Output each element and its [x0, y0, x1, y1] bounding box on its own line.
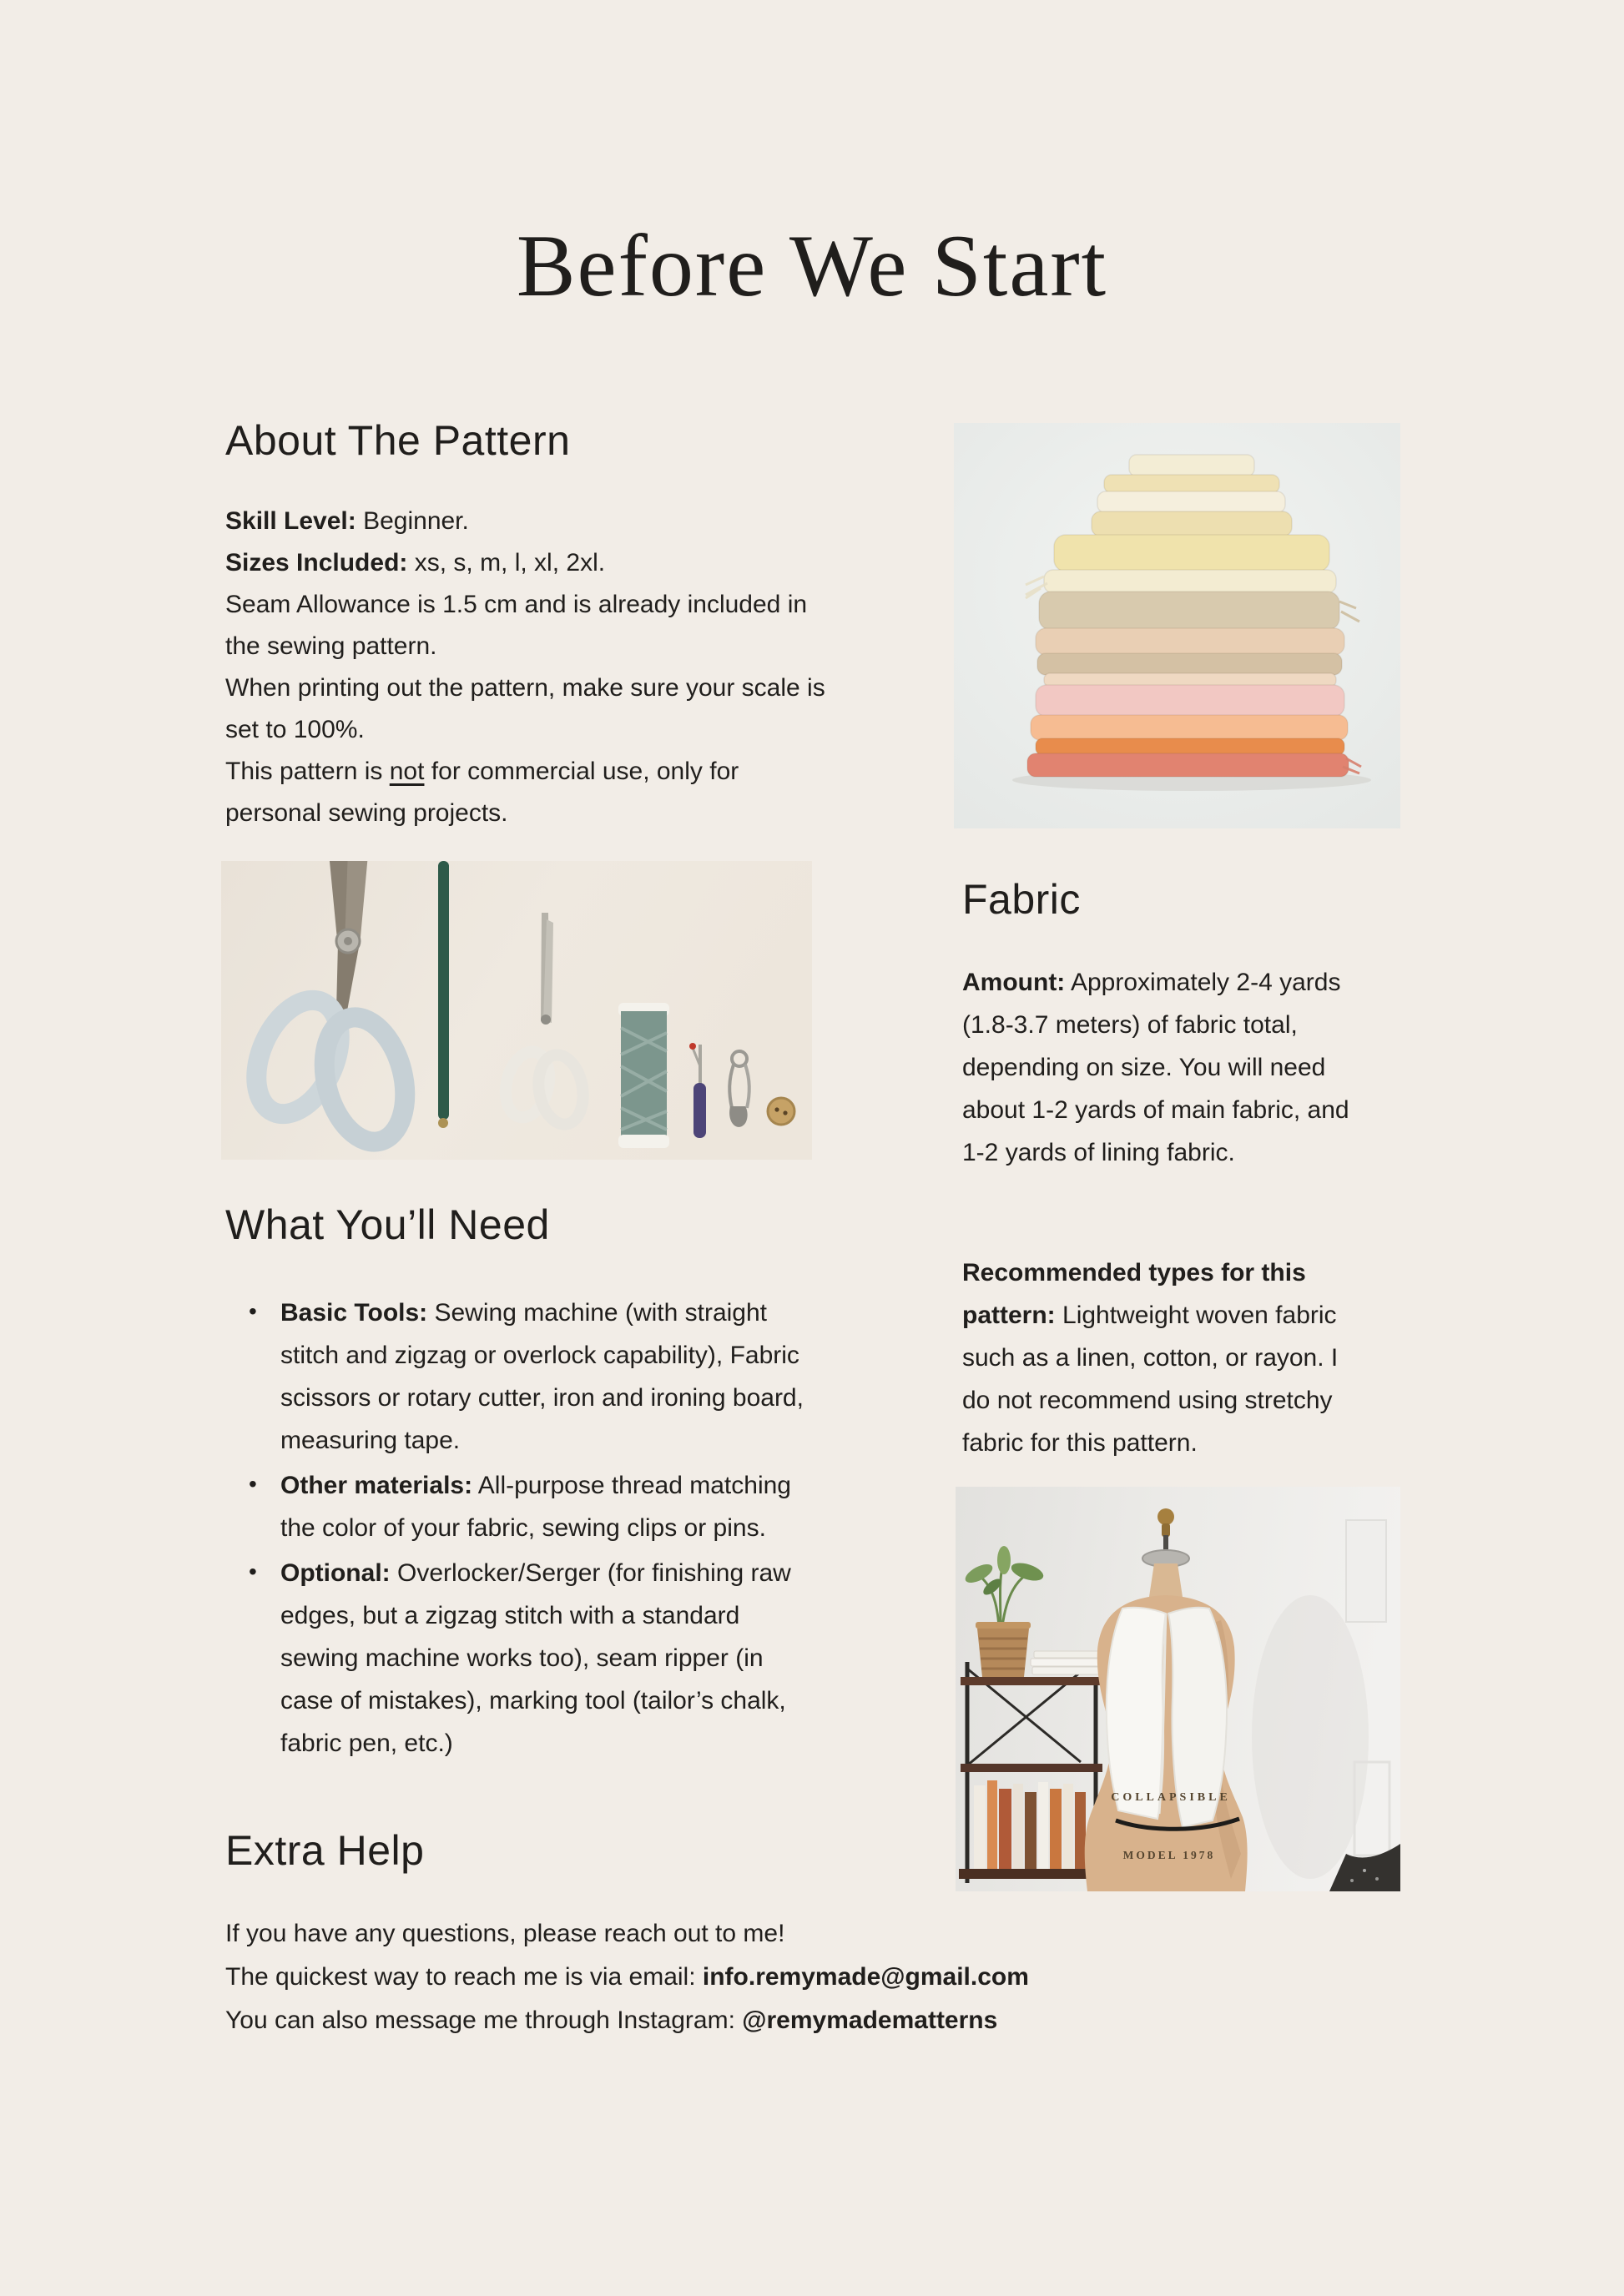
- optional-label: Optional:: [280, 1559, 391, 1587]
- need-list: [225, 1292, 809, 1767]
- amount-label: Amount:: [962, 969, 1066, 996]
- basic-tools-label: Basic Tools:: [280, 1299, 428, 1327]
- printing-scale-text: When printing out the pattern, make sure your scale is set to 100%.: [225, 674, 825, 743]
- skill-level-line: [225, 501, 826, 542]
- page-title: Before We Start: [516, 217, 1108, 315]
- help-instagram-line: You can also message me through Instagram: @remymadematterns: [225, 2006, 998, 2034]
- help-email-line: The quickest way to reach me is via email: info.remymade@gmail.com: [225, 1963, 1029, 1991]
- wall-shadow: [1252, 1595, 1369, 1879]
- about-section-body: [225, 501, 826, 834]
- list-item-other-materials: • Other materials: All-purpose thread matching the color of your fabric, sewing clips or pins.: [225, 1464, 809, 1549]
- dress-form-photo: [956, 1487, 1400, 1891]
- list-item-basic-tools: • Basic Tools: Sewing machine (with straight stitch and zigzag or overlock capability), Fabric scissors or rotary cutter, iron and ironing board, measuring tape.: [225, 1292, 809, 1462]
- skill-level-label: Skill Level:: [225, 507, 356, 535]
- fabric-stack-photo: [954, 423, 1400, 828]
- brass-finial: [1157, 1508, 1174, 1525]
- thread-spool-icon: [618, 1003, 669, 1148]
- dress-form-illustration: [956, 1487, 1400, 1891]
- commercial-use-text: This pattern is not for commercial use, only for personal sewing projects.: [225, 758, 739, 827]
- need-section-heading: What You’ll Need: [225, 1201, 550, 1248]
- sewing-tools-photo: [221, 861, 812, 1160]
- extra-help-body: [225, 1912, 1310, 2042]
- list-item-optional: • Optional: Overlocker/Serger (for finishing raw edges, but a zigzag stitch with a standard sewing machine works too), seam ripper (in case of mistakes), marking tool (tailor’s chalk, fabric pen, etc.): [225, 1552, 809, 1765]
- recommended-types-label: Recommended types for this pattern:: [962, 1259, 1306, 1329]
- email-address: info.remymade@gmail.com: [702, 1963, 1029, 1991]
- extra-help-heading: Extra Help: [225, 1827, 425, 1874]
- fabric-amount-text: Amount: Approximately 2-4 yards (1.8-3.7 meters) of fabric total, depending on size. You will need about 1-2 yards of main fabric, and 1-2 yards of lining fabric.: [962, 969, 1349, 1166]
- shelf-board-top: [961, 1677, 1102, 1685]
- stencil-text-collapsible: COLLAPSIBLE: [1111, 1791, 1231, 1804]
- instagram-handle: @remymadematterns: [742, 2006, 998, 2034]
- help-questions-line: If you have any questions, please reach out to me!: [225, 1920, 785, 1947]
- pattern-paper-on-wall: [1346, 1520, 1386, 1622]
- sewing-tools-illustration: [221, 861, 812, 1160]
- seam-allowance-text: Seam Allowance is 1.5 cm and is already included in the sewing pattern.: [225, 591, 808, 660]
- fabric-recommended-text: Recommended types for this pattern: Lightweight woven fabric such as a linen, cotton, or rayon. I do not recommend using stretchy fabric for this pattern.: [962, 1259, 1339, 1457]
- pencil-icon: [438, 861, 449, 1128]
- about-section-heading: About The Pattern: [225, 417, 571, 464]
- button-icon: [768, 1098, 794, 1125]
- not-underlined: not: [389, 758, 425, 785]
- sizes-included-line: [225, 542, 826, 584]
- shelf-board-bottom: [959, 1869, 1106, 1879]
- stencil-text-model: MODEL 1978: [1122, 1849, 1216, 1861]
- fabric-stack-illustration: [954, 423, 1400, 828]
- stacked-white-books: [1031, 1651, 1101, 1674]
- sizes-included-label: Sizes Included:: [225, 549, 408, 577]
- skill-level-value: Beginner.: [356, 507, 469, 535]
- books-row: [974, 1780, 1086, 1869]
- fabric-section-heading: Fabric: [962, 876, 1081, 923]
- sizes-included-value: xs, s, m, l, xl, 2xl.: [407, 549, 606, 577]
- shelf-board-middle: [961, 1764, 1102, 1772]
- neck: [1149, 1563, 1183, 1597]
- other-materials-label: Other materials:: [280, 1472, 473, 1499]
